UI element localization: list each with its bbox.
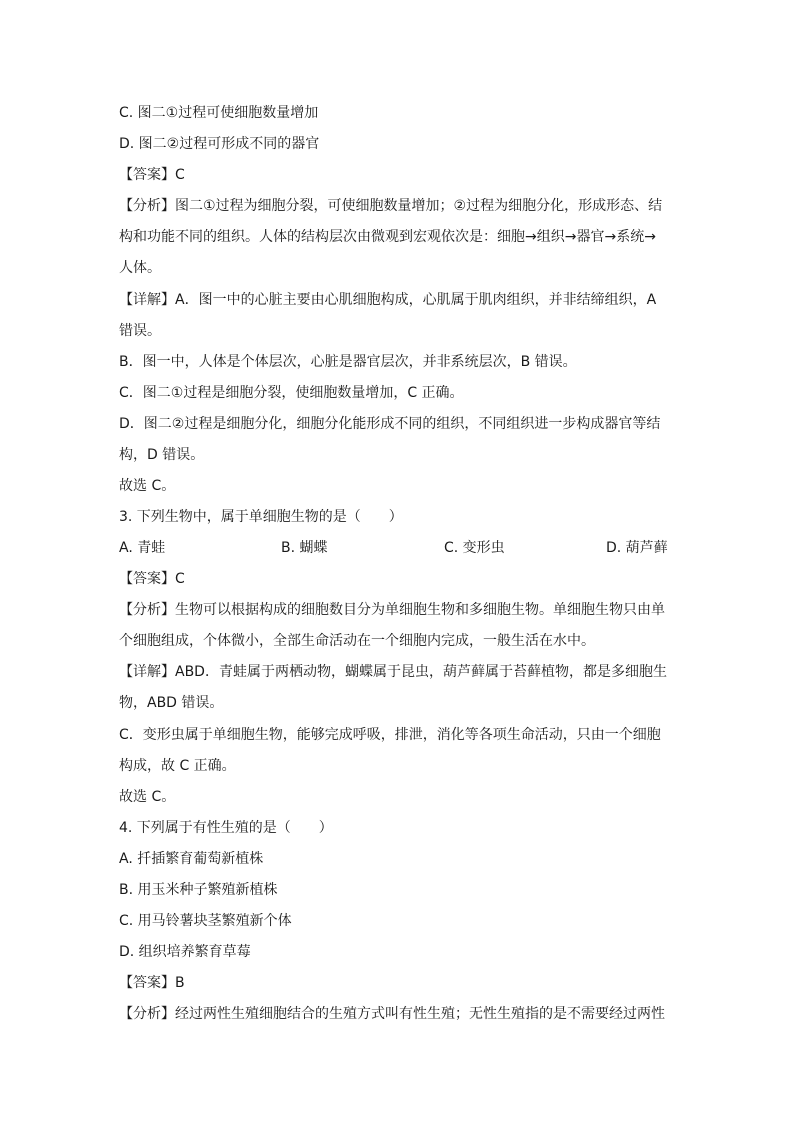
question-3-option-a: A. 青蛙	[119, 540, 166, 556]
question-4-option-d: D. 组织培养繁育草莓	[119, 944, 251, 960]
explanation-line: C．变形虫属于单细胞生物，能够完成呼吸，排泄，消化等各项生命活动，只由一个细胞	[119, 727, 661, 743]
explanation-line: 物，ABD 错误。	[119, 695, 224, 711]
explanation-line: 构成，故 C 正确。	[119, 758, 236, 774]
option-d-line: D. 图二②过程可形成不同的器官	[119, 136, 320, 152]
question-3-stem: 3. 下列生物中，属于单细胞生物的是（ ）	[119, 509, 403, 525]
question-4-stem: 4. 下列属于有性生殖的是（ ）	[119, 820, 333, 836]
question-4-option-b: B. 用玉米种子繁殖新植株	[119, 882, 278, 898]
question-3-option-c: C. 变形虫	[444, 540, 505, 556]
analysis-line: 【分析】经过两性生殖细胞结合的生殖方式叫有性生殖；无性生殖指的是不需要经过两性	[119, 1006, 665, 1022]
question-3-option-d: D. 葫芦藓	[606, 540, 668, 556]
explanation-line: 构，D 错误。	[119, 447, 205, 463]
explanation-line: 【详解】ABD．青蛙属于两栖动物，蝴蝶属于昆虫，葫芦藓属于苔藓植物，都是多细胞生	[119, 664, 667, 680]
answer-line: 【答案】B	[119, 975, 185, 991]
question-3-option-b: B. 蝴蝶	[281, 540, 328, 556]
explanation-line: 【详解】A．图一中的心脏主要由心肌细胞构成，心肌属于肌肉组织，并非结缔组织，A	[119, 292, 657, 308]
conclusion-line: 故选 C。	[119, 478, 176, 494]
option-c-line: C. 图二①过程可使细胞数量增加	[119, 105, 319, 121]
explanation-line: B．图一中，人体是个体层次，心脏是器官层次，并非系统层次，B 错误。	[119, 354, 577, 370]
analysis-line: 构和功能不同的组织。人体的结构层次由微观到宏观依次是：细胞→组织→器官→系统→	[119, 229, 656, 245]
explanation-line: C．图二①过程是细胞分裂，使细胞数量增加，C 正确。	[119, 385, 464, 401]
question-4-option-c: C. 用马铃薯块茎繁殖新个体	[119, 913, 292, 929]
analysis-line: 【分析】生物可以根据构成的细胞数目分为单细胞生物和多细胞生物。单细胞生物只由单	[119, 602, 665, 618]
explanation-line: D．图二②过程是细胞分化，细胞分化能形成不同的组织，不同组织进一步构成器官等结	[119, 416, 661, 432]
answer-line: 【答案】C	[119, 167, 185, 183]
answer-line: 【答案】C	[119, 571, 185, 587]
analysis-line: 人体。	[119, 260, 161, 276]
analysis-line: 个细胞组成，个体微小，全部生命活动在一个细胞内完成，一般生活在水中。	[119, 633, 595, 649]
analysis-line: 【分析】图二①过程为细胞分裂，可使细胞数量增加；②过程为细胞分化，形成形态、结	[119, 198, 663, 214]
conclusion-line: 故选 C。	[119, 789, 176, 805]
question-4-option-a: A. 扦插繁育葡萄新植株	[119, 851, 264, 867]
explanation-line: 错误。	[119, 323, 161, 339]
